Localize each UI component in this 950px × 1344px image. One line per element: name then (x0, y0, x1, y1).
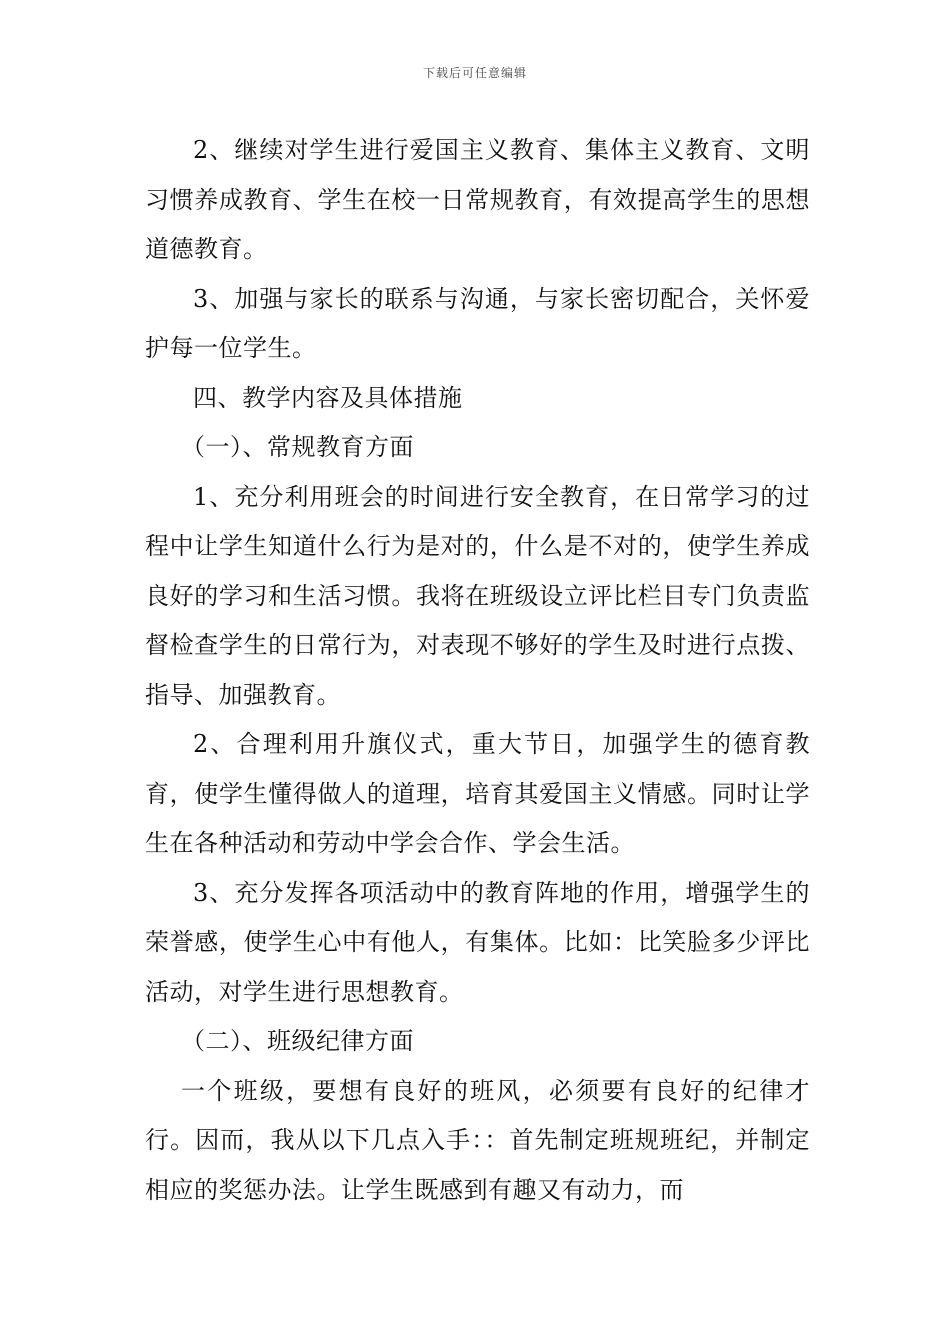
subsection-heading-1: （一）、常规教育方面 (181, 433, 414, 461)
paragraph-item-3: 3、加强与家长的联系与沟通，与家长密切配合，关怀爱护每一位学生。 (145, 284, 810, 362)
header-note: 下载后可任意编辑 (422, 66, 527, 80)
paragraph-routine-1: 1、充分利用班会的时间进行安全教育，在日常学习的过程中让学生知道什么行为是对的，什么是不对的，使学生养成良好的学习和生活习惯。我将在班级设立评比栏目专门负责监督检查学生的日常行为，对表现不够好的学生及时进行点拨、指导、加强教育。 (145, 482, 810, 709)
subsection-heading-2: （二）、班级纪律方面 (181, 1027, 414, 1055)
paragraph-discipline: 一个班级，要想有良好的班风，必须要有良好的纪律才行。因而，我从以下几点入手：：首先制定班规班纪，并制定相应的奖惩办法。让学生既感到有趣又有动力，而 (145, 1076, 810, 1204)
paragraph-routine-2: 2、合理利用升旗仪式，重大节日，加强学生的德育教育，使学生懂得做人的道理，培育其爱国主义情感。同时让学生在各种活动和劳动中学会合作、学会生活。 (145, 730, 810, 857)
paragraph-item-2: 2、继续对学生进行爱国主义教育、集体主义教育、文明习惯养成教育、学生在校一日常规教育，有效提高学生的思想道德教育。 (145, 136, 810, 263)
paragraph-routine-3: 3、充分发挥各项活动中的教育阵地的作用，增强学生的荣誉感，使学生心中有他人，有集体。比如：比笑脸多少评比活动，对学生进行思想教育。 (145, 878, 810, 1006)
section-heading-4: 四、教学内容及具体措施 (193, 383, 463, 412)
document-body (145, 126, 810, 1215)
